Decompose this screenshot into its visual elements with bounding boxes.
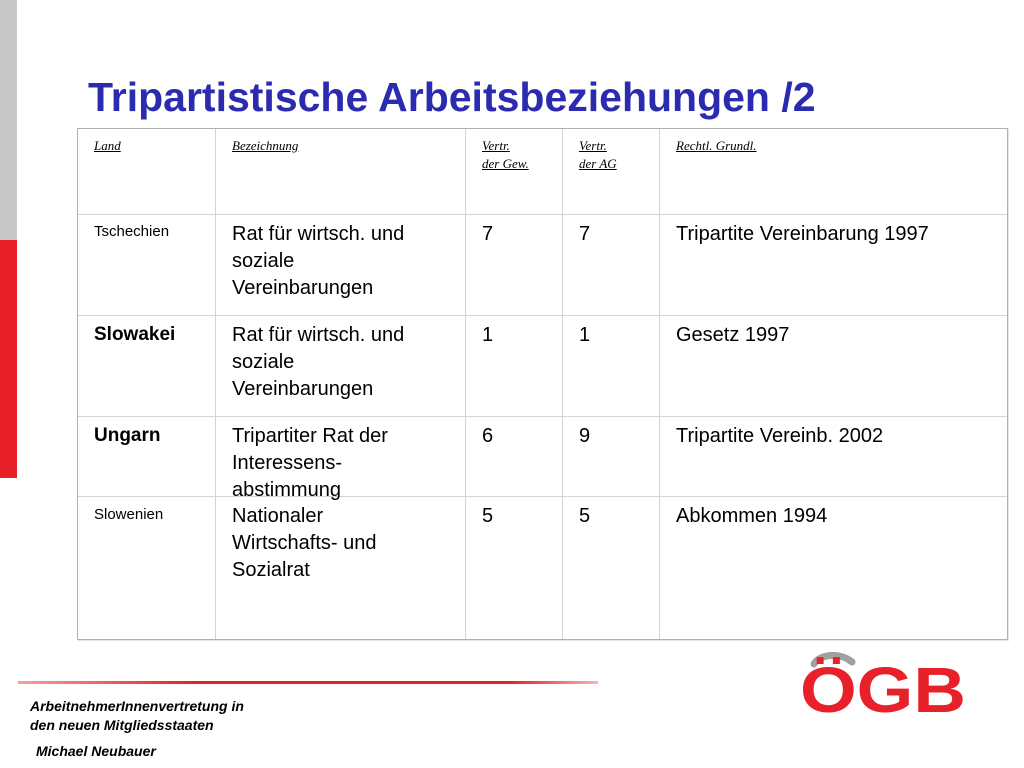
comparison-table: [77, 128, 1008, 640]
footer-line2: den neuen Mitgliedsstaaten: [30, 717, 214, 733]
footer-line1: ArbeitnehmerInnenvertretung in: [30, 698, 244, 714]
footer-subtitle: [30, 697, 244, 735]
row-bezeichnung-line: Tripartiter Rat der: [232, 425, 388, 447]
left-gray-bar: [0, 0, 17, 240]
row-bezeichnung-line: abstimmung: [232, 479, 341, 501]
left-red-bar: [0, 240, 17, 478]
row-vertr-ag: 5: [579, 505, 591, 527]
row-bezeichnung: [232, 423, 388, 504]
row-bezeichnung-line: Sozialrat: [232, 559, 310, 581]
row-bezeichnung-line: soziale: [232, 250, 295, 272]
row-land: Tschechien: [94, 223, 170, 240]
row-bezeichnung-line: Vereinbarungen: [232, 378, 374, 400]
row-rechtl: Tripartite Vereinbarung 1997: [676, 223, 929, 245]
row-vertr-ag: 1: [579, 324, 591, 346]
row-rechtl: Gesetz 1997: [676, 324, 790, 346]
row-land: Slowenien: [94, 506, 164, 523]
row-divider: [78, 416, 1007, 417]
row-vertr-gew: 7: [482, 223, 494, 245]
row-bezeichnung-line: Vereinbarungen: [232, 277, 374, 299]
row-bezeichnung-line: Rat für wirtsch. und: [232, 324, 405, 346]
logo-text: ÖGB: [800, 654, 966, 720]
row-bezeichnung-line: Interessens-: [232, 452, 343, 474]
header-land: Land: [94, 138, 121, 153]
row-bezeichnung-line: Rat für wirtsch. und: [232, 223, 405, 245]
row-bezeichnung: [232, 503, 376, 584]
row-rechtl: Abkommen 1994: [676, 505, 828, 527]
row-bezeichnung-line: soziale: [232, 351, 295, 373]
column-divider: [465, 129, 466, 639]
header-vertr-ag-line2: der AG: [579, 156, 617, 171]
column-divider: [562, 129, 563, 639]
slide-title: Tripartistische Arbeitsbeziehungen /2: [88, 74, 816, 120]
row-rechtl: Tripartite Vereinb. 2002: [676, 425, 884, 447]
row-land: Ungarn: [94, 425, 161, 446]
row-divider: [78, 496, 1007, 497]
header-vertr-gew: [482, 137, 529, 173]
row-vertr-gew: 1: [482, 324, 494, 346]
header-vertr-gew-line1: Vertr.: [482, 138, 510, 153]
row-bezeichnung: [232, 322, 404, 403]
column-divider: [659, 129, 660, 639]
header-vertr-ag-line1: Vertr.: [579, 138, 607, 153]
row-vertr-gew: 6: [482, 425, 494, 447]
row-vertr-ag: 7: [579, 223, 591, 245]
row-vertr-gew: 5: [482, 505, 494, 527]
header-bezeichnung: Bezeichnung: [232, 138, 299, 153]
column-divider: [215, 129, 216, 639]
footer-divider: [18, 681, 598, 684]
row-bezeichnung-line: Wirtschafts- und: [232, 532, 377, 554]
row-bezeichnung: [232, 221, 404, 302]
row-divider: [78, 214, 1007, 215]
oegb-logo: [800, 650, 970, 720]
footer-author: Michael Neubauer: [36, 743, 156, 759]
row-land: Slowakei: [94, 324, 176, 345]
header-vertr-ag: [579, 137, 617, 173]
row-vertr-ag: 9: [579, 425, 591, 447]
header-rechtl: Rechtl. Grundl.: [676, 138, 757, 153]
row-bezeichnung-line: Nationaler: [232, 505, 324, 527]
row-divider: [78, 315, 1007, 316]
header-vertr-gew-line2: der Gew.: [482, 156, 529, 171]
